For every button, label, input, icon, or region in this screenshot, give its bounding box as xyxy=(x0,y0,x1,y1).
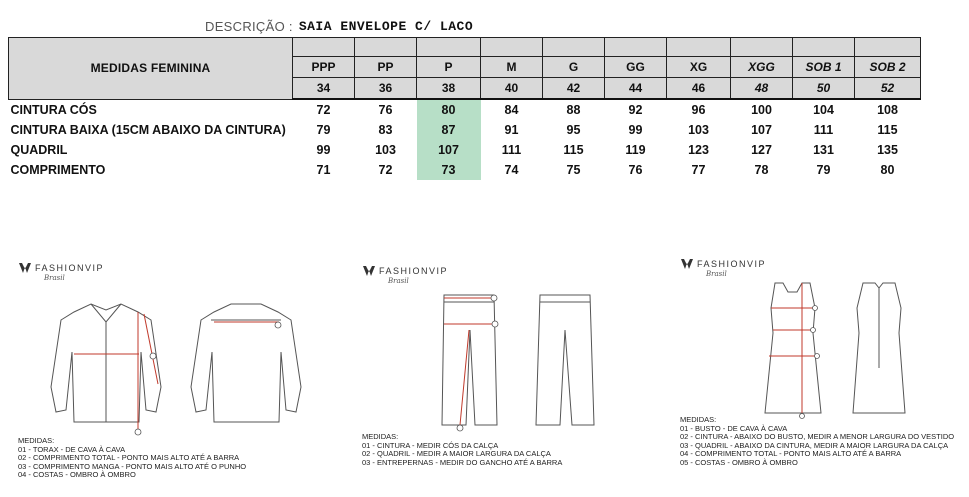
measure-cell: 123 xyxy=(688,143,709,157)
size-header: GG xyxy=(605,57,667,78)
size-header: XG xyxy=(667,57,731,78)
measure-cell: 88 xyxy=(566,103,581,117)
fashionvip-logo-icon xyxy=(680,258,694,270)
note-line: 02 - CINTURA - ABAIXO DO BUSTO, MEDIR A MENOR LARGURA DO VESTIDO xyxy=(680,432,955,442)
table-row xyxy=(9,99,921,120)
measure-cell: 99 xyxy=(628,123,643,137)
dress-guide xyxy=(680,258,965,467)
size-header: P xyxy=(417,57,481,78)
size-number: 44 xyxy=(605,78,667,100)
brand-logo xyxy=(680,258,965,270)
size-number: 48 xyxy=(731,78,793,100)
measure-cell: 99 xyxy=(316,143,331,157)
row-label: COMPRIMENTO xyxy=(10,163,106,177)
measure-cell: 73 xyxy=(417,160,481,180)
brand-sub: Brasil xyxy=(44,274,65,282)
measure-cell: 115 xyxy=(877,123,898,137)
measure-cell: 71 xyxy=(316,163,331,177)
measure-cell: 76 xyxy=(628,163,643,177)
table-row xyxy=(9,140,921,160)
notes-title: MEDIDAS: xyxy=(18,436,55,445)
brand-name: FASHIONVIP xyxy=(379,266,449,276)
brand-name: FASHIONVIP xyxy=(697,259,767,269)
note-line: 05 - COSTAS - OMBRO À OMBRO xyxy=(680,457,798,467)
measure-cell: 104 xyxy=(813,103,834,117)
measure-cell: 91 xyxy=(504,123,519,137)
measure-cell: 78 xyxy=(754,163,769,177)
measure-cell: 72 xyxy=(378,163,393,177)
note-line: 04 - COSTAS - OMBRO À OMBRO xyxy=(18,470,136,480)
measure-cell: 107 xyxy=(417,140,481,160)
table-row xyxy=(9,160,921,180)
measure-cell: 107 xyxy=(751,123,772,137)
measure-cell: 79 xyxy=(816,163,831,177)
dress-diagram-icon xyxy=(755,278,955,423)
note-line: 04 - COMPRIMENTO TOTAL - PONTO MAIS ALTO ATÉ A BARRA xyxy=(680,449,902,459)
table-row xyxy=(9,120,921,140)
size-table xyxy=(8,37,921,180)
measure-cell: 72 xyxy=(316,103,331,117)
brand-logo xyxy=(362,265,592,277)
pants-notes xyxy=(362,433,562,467)
measure-cell: 111 xyxy=(813,123,834,137)
measure-cell: 80 xyxy=(880,163,895,177)
brand-sub: Brasil xyxy=(388,277,409,285)
brand-sub: Brasil xyxy=(706,270,727,278)
table-title: MEDIDAS FEMININA xyxy=(9,38,293,100)
size-number: 46 xyxy=(667,78,731,100)
size-number: 40 xyxy=(481,78,543,100)
row-label: CINTURA CÓS xyxy=(10,102,97,117)
shirt-guide xyxy=(18,262,278,480)
size-header: SOB 1 xyxy=(793,57,855,78)
measure-cell: 103 xyxy=(375,143,396,157)
measure-cell: 115 xyxy=(563,143,584,157)
size-header: PPP xyxy=(293,57,355,78)
description-value: SAIA ENVELOPE C/ LACO xyxy=(298,18,474,34)
measure-cell: 79 xyxy=(316,123,331,137)
size-header: SOB 2 xyxy=(855,57,921,78)
measure-cell: 100 xyxy=(751,103,772,117)
notes-title: MEDIDAS: xyxy=(680,415,717,424)
measure-cell: 84 xyxy=(504,103,519,117)
size-header: XGG xyxy=(731,57,793,78)
description-header xyxy=(205,17,473,35)
brand-logo xyxy=(18,262,278,274)
note-line: 01 - BUSTO - DE CAVA À CAVA xyxy=(680,423,788,433)
size-header: PP xyxy=(355,57,417,78)
dress-notes xyxy=(680,416,954,468)
measure-cell: 75 xyxy=(566,163,581,177)
size-number: 38 xyxy=(417,78,481,100)
size-number: 34 xyxy=(293,78,355,100)
note-line: 01 - CINTURA - MEDIR CÓS DA CALÇA xyxy=(362,440,499,450)
measure-cell: 131 xyxy=(813,143,834,157)
measure-cell: 127 xyxy=(751,143,772,157)
shirt-notes xyxy=(18,437,246,480)
measure-cell: 96 xyxy=(691,103,706,117)
measure-cell: 119 xyxy=(625,143,646,157)
description-label: DESCRIÇÃO : xyxy=(205,18,293,34)
note-line: 03 - QUADRIL - ABAIXO DA CINTURA, MEDIR A MAIOR LARGURA DA CALÇA xyxy=(680,440,949,450)
brand-name: FASHIONVIP xyxy=(35,263,105,273)
row-label: QUADRIL xyxy=(10,143,68,157)
row-label: CINTURA BAIXA (15CM ABAIXO DA CINTURA) xyxy=(10,123,286,137)
size-number: 36 xyxy=(355,78,417,100)
measure-cell: 80 xyxy=(417,99,481,120)
shirt-diagram-icon xyxy=(26,292,306,442)
measure-cell: 108 xyxy=(877,103,898,117)
size-header: M xyxy=(481,57,543,78)
note-line: 01 - TORAX - DE CAVA À CAVA xyxy=(18,444,126,454)
measure-cell: 76 xyxy=(378,103,393,117)
size-number: 42 xyxy=(543,78,605,100)
note-line: 03 - COMPRIMENTO MANGA - PONTO MAIS ALTO ATÉ O PUNHO xyxy=(18,461,247,471)
size-number: 50 xyxy=(793,78,855,100)
note-line: 02 - COMPRIMENTO TOTAL - PONTO MAIS ALTO ATÉ A BARRA xyxy=(18,453,240,463)
size-number: 52 xyxy=(855,78,921,100)
measure-cell: 111 xyxy=(501,143,522,157)
pants-diagram-icon xyxy=(432,290,662,435)
measure-cell: 92 xyxy=(628,103,643,117)
note-line: 02 - QUADRIL - MEDIR A MAIOR LARGURA DA CALÇA xyxy=(362,449,551,459)
fashionvip-logo-icon xyxy=(18,262,32,274)
notes-title: MEDIDAS: xyxy=(362,432,399,441)
measure-cell: 77 xyxy=(691,163,706,177)
measure-cell: 103 xyxy=(688,123,709,137)
measure-cell: 87 xyxy=(417,120,481,140)
measure-cell: 95 xyxy=(566,123,581,137)
pants-guide xyxy=(362,265,592,467)
note-line: 03 - ENTREPERNAS - MEDIR DO GANCHO ATÉ A BARRA xyxy=(362,457,563,467)
fashionvip-logo-icon xyxy=(362,265,376,277)
measure-cell: 83 xyxy=(378,123,393,137)
measure-cell: 135 xyxy=(877,143,898,157)
measure-cell: 74 xyxy=(504,163,519,177)
size-header: G xyxy=(543,57,605,78)
